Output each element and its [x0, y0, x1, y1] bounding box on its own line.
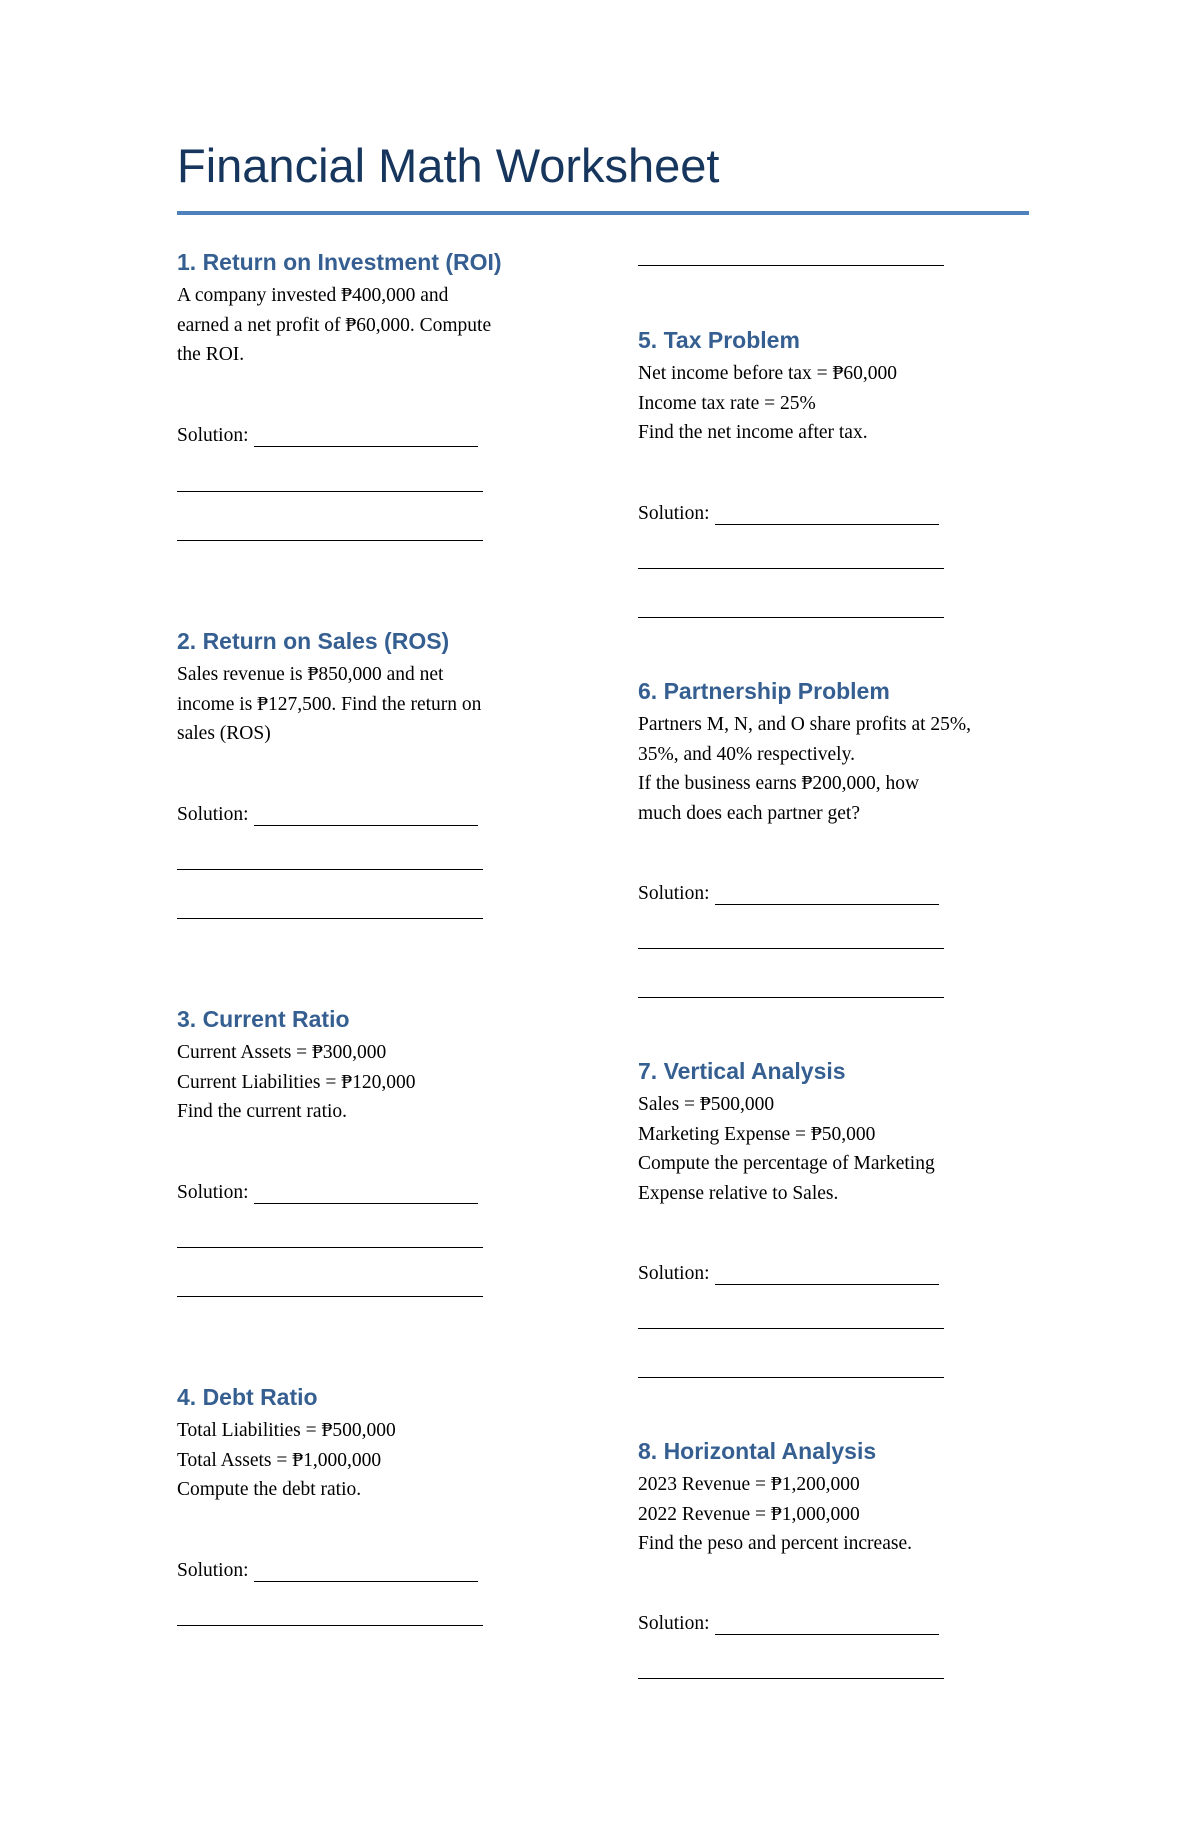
problem-heading: 2. Return on Sales (ROS) — [177, 628, 450, 654]
answer-line[interactable] — [177, 490, 483, 492]
problem-ros — [177, 626, 577, 749]
solution-blank[interactable] — [715, 1614, 939, 1635]
problem-text — [177, 281, 577, 370]
solution-row — [638, 876, 1038, 905]
problem-tax — [638, 325, 1038, 448]
problem-line: Partners M, N, and O share profits at 25%, — [638, 714, 972, 735]
problem-text — [638, 1470, 1038, 1559]
solution-row — [638, 496, 1038, 525]
answer-line[interactable] — [177, 1246, 483, 1248]
problem-text — [638, 710, 1038, 828]
problem-heading: 4. Debt Ratio — [177, 1384, 318, 1410]
problem-text — [638, 1090, 1038, 1208]
problem-line: income is ₱127,500. Find the return on — [177, 693, 482, 715]
problem-heading: 3. Current Ratio — [177, 1006, 350, 1032]
answer-line[interactable] — [638, 1677, 944, 1679]
problem-line: sales (ROS) — [177, 723, 271, 744]
solution-label: Solution: — [638, 1613, 710, 1634]
problem-line: Current Liabilities = ₱120,000 — [177, 1071, 416, 1093]
page-title: Financial Math Worksheet — [177, 139, 720, 192]
problem-line: earned a net profit of ₱60,000. Compute — [177, 314, 492, 336]
problem-heading: 8. Horizontal Analysis — [638, 1438, 877, 1464]
solution-blank[interactable] — [715, 884, 939, 905]
solution-row — [177, 418, 577, 447]
problem-line: Current Assets = ₱300,000 — [177, 1042, 387, 1063]
problem-heading: 1. Return on Investment (ROI) — [177, 249, 502, 275]
problem-debt-ratio — [177, 1382, 577, 1505]
problem-text — [177, 1416, 577, 1505]
problem-line: Total Liabilities = ₱500,000 — [177, 1420, 396, 1441]
answer-line[interactable] — [177, 1295, 483, 1297]
solution-label: Solution: — [638, 503, 710, 524]
problem-line: Compute the debt ratio. — [177, 1479, 362, 1500]
solution-row — [177, 1553, 577, 1582]
problem-heading: 6. Partnership Problem — [638, 678, 890, 704]
solution-blank[interactable] — [254, 805, 478, 826]
solution-label: Solution: — [177, 425, 249, 446]
title-underline — [177, 211, 1029, 215]
problem-line: Sales revenue is ₱850,000 and net — [177, 664, 444, 685]
problem-text — [177, 1038, 577, 1127]
solution-blank[interactable] — [254, 1561, 478, 1582]
problem-line: 35%, and 40% respectively. — [638, 743, 855, 765]
problem-heading: 7. Vertical Analysis — [638, 1058, 846, 1084]
solution-blank[interactable] — [254, 1183, 478, 1204]
solution-row — [177, 1175, 577, 1204]
solution-blank[interactable] — [715, 504, 939, 525]
solution-blank[interactable] — [254, 426, 478, 447]
answer-line[interactable] — [177, 868, 483, 870]
problem-line: Find the net income after tax. — [638, 422, 868, 443]
problem-line: the ROI. — [177, 344, 245, 365]
answer-line[interactable] — [638, 947, 944, 949]
problem-heading: 5. Tax Problem — [638, 327, 800, 353]
solution-label: Solution: — [638, 883, 710, 904]
solution-label: Solution: — [638, 1263, 710, 1284]
problem-line: Find the peso and percent increase. — [638, 1533, 912, 1554]
problem-line: A company invested ₱400,000 and — [177, 285, 449, 306]
problem-text — [177, 660, 577, 749]
problem-text — [638, 359, 1038, 448]
problem-line: Income tax rate = 25% — [638, 392, 816, 414]
solution-label: Solution: — [177, 804, 249, 825]
solution-label: Solution: — [177, 1182, 249, 1203]
solution-row — [638, 1256, 1038, 1285]
answer-line[interactable] — [638, 996, 944, 998]
answer-line[interactable] — [638, 567, 944, 569]
solution-row — [638, 1606, 1038, 1635]
answer-line[interactable] — [177, 1624, 483, 1626]
problem-line: Find the current ratio. — [177, 1101, 348, 1122]
problem-line: 2023 Revenue = ₱1,200,000 — [638, 1474, 860, 1495]
answer-line[interactable] — [638, 264, 944, 266]
answer-line[interactable] — [177, 917, 483, 919]
solution-row — [177, 797, 577, 826]
solution-blank[interactable] — [715, 1264, 939, 1285]
problem-line: Total Assets = ₱1,000,000 — [177, 1449, 382, 1471]
answer-line[interactable] — [638, 1376, 944, 1378]
problem-horizontal-analysis — [638, 1436, 1038, 1559]
problem-line: 2022 Revenue = ₱1,000,000 — [638, 1503, 860, 1525]
problem-roi — [177, 247, 577, 370]
problem-partnership — [638, 676, 1038, 828]
problem-line: Marketing Expense = ₱50,000 — [638, 1123, 876, 1145]
problem-line: Expense relative to Sales. — [638, 1182, 839, 1204]
problem-line: If the business earns ₱200,000, how — [638, 773, 920, 794]
problem-line: much does each partner get? — [638, 802, 860, 824]
solution-label: Solution: — [177, 1560, 249, 1581]
problem-vertical-analysis — [638, 1056, 1038, 1208]
problem-line: Compute the percentage of Marketing — [638, 1153, 935, 1174]
problem-line: Sales = ₱500,000 — [638, 1094, 775, 1115]
problem-line: Net income before tax = ₱60,000 — [638, 363, 898, 384]
problem-current-ratio — [177, 1004, 577, 1127]
answer-line[interactable] — [638, 1327, 944, 1329]
answer-line[interactable] — [638, 616, 944, 618]
answer-line[interactable] — [177, 539, 483, 541]
